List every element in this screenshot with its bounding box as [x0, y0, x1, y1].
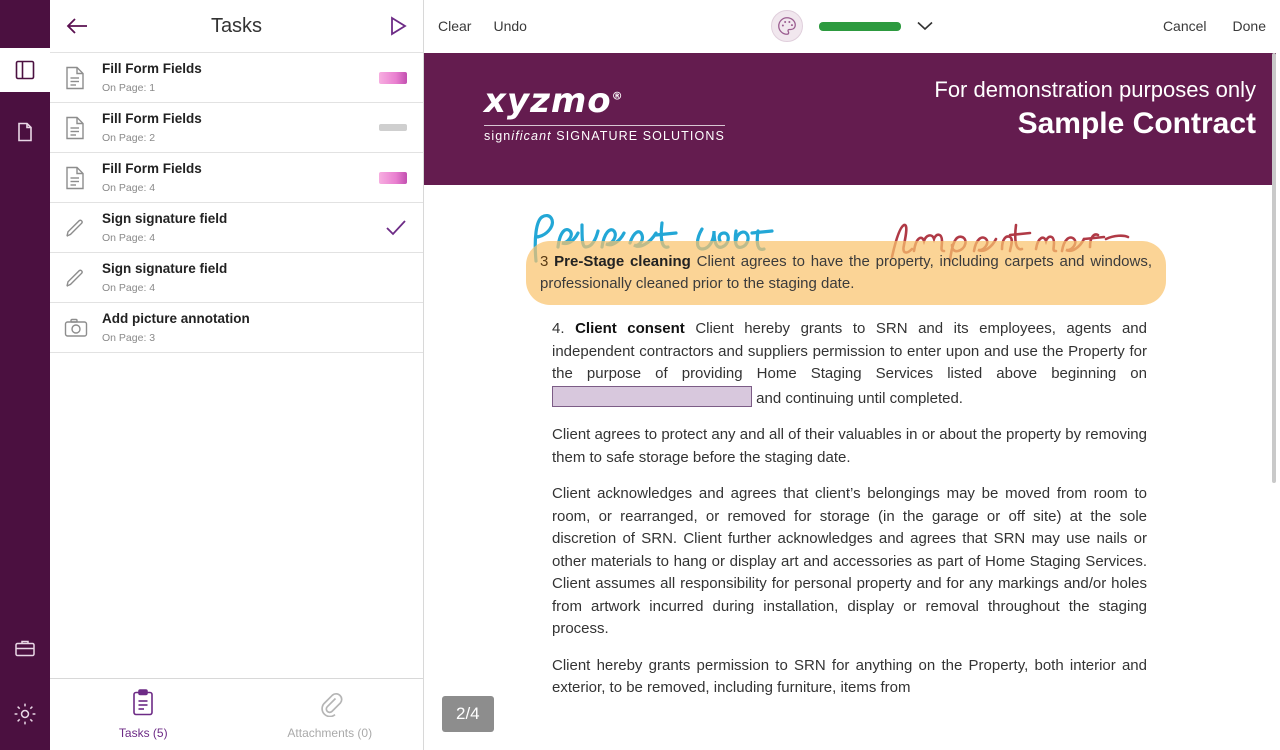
tab-tasks-label: Tasks (5)	[118, 726, 168, 740]
task-name: Sign signature field	[102, 260, 228, 276]
tab-attachments-label: Attachments (0)	[287, 726, 373, 740]
brand-tagline-post: SIGNATURE SOLUTIONS	[551, 129, 725, 143]
paragraph-text-after: and continuing until completed.	[752, 389, 963, 407]
document-page[interactable]	[424, 52, 1276, 750]
list-item[interactable]	[50, 203, 423, 253]
cancel-button[interactable]: Cancel	[1162, 18, 1207, 34]
briefcase-icon[interactable]	[0, 626, 50, 670]
paragraph-removal: Client hereby grants permission to SRN for anything on the Property, both interior and exterior, to be removed, including furniture, items from	[552, 656, 1147, 696]
tasks-panel	[50, 0, 424, 750]
paragraph-number: 4.	[552, 320, 565, 337]
tasks-header	[50, 0, 423, 52]
page-indicator: 2/4	[442, 696, 494, 732]
brand-tagline-pre: sign	[484, 129, 512, 143]
task-page: On Page: 3	[102, 331, 156, 344]
task-name: Fill Form Fields	[102, 110, 202, 126]
task-status-indicator	[373, 72, 407, 84]
color-palette-icon[interactable]	[771, 10, 803, 42]
form-document-icon	[64, 116, 102, 140]
task-status-indicator	[373, 172, 407, 184]
camera-icon	[64, 318, 102, 338]
clause-number: 3	[540, 253, 549, 270]
clear-button[interactable]: Clear	[438, 18, 472, 34]
tab-attachments[interactable]	[237, 679, 424, 750]
list-item[interactable]	[50, 53, 423, 103]
tab-tasks[interactable]	[50, 679, 237, 750]
undo-button[interactable]: Undo	[493, 18, 527, 34]
tasks-footer	[50, 678, 423, 750]
document-area	[424, 0, 1280, 750]
paragraph-4	[552, 318, 1147, 410]
panel-toggle-icon[interactable]	[0, 48, 50, 92]
list-item[interactable]	[50, 303, 423, 353]
list-item[interactable]	[50, 153, 423, 203]
clipboard-icon	[130, 689, 156, 722]
task-page: On Page: 4	[102, 181, 156, 194]
paragraph-text-before: Client hereby grants to SRN and its employees, agents and independent contractors and suppliers permission to enter upon and use the Property for the purpose of providing Home Staging Services listed above beginning on	[552, 320, 1147, 382]
chevron-down-icon[interactable]	[917, 19, 933, 34]
annotation-toolbar	[424, 0, 1280, 52]
task-page: On Page: 4	[102, 231, 156, 244]
document-icon[interactable]	[0, 110, 50, 154]
paragraph-valuables: Client agrees to protect any and all of their valuables in or about the property by removing them to safe storage before the staging date.	[552, 426, 1147, 466]
pen-icon	[64, 267, 102, 289]
brand-name: xyzmo	[484, 81, 612, 121]
document-header-band	[424, 53, 1276, 185]
document-title: Sample Contract	[1017, 107, 1256, 140]
form-field-date[interactable]	[552, 386, 752, 407]
pen-icon	[64, 217, 102, 239]
list-item[interactable]	[50, 253, 423, 303]
play-triangle-icon[interactable]	[379, 16, 407, 36]
form-document-icon	[64, 166, 102, 190]
paperclip-icon	[317, 689, 343, 722]
task-list	[50, 52, 423, 678]
back-button[interactable]	[66, 17, 94, 35]
clause-heading: Pre-Stage cleaning	[554, 253, 691, 270]
highlighted-clause	[526, 241, 1166, 305]
task-name: Fill Form Fields	[102, 60, 202, 76]
demo-note: For demonstration purposes only	[934, 77, 1256, 102]
brand-tagline-em: ificant	[511, 129, 552, 143]
paragraph-heading: Client consent	[575, 320, 685, 337]
clause-text: Client agrees to have the property, including carpets and windows, professionally cleaned prior to the staging date.	[540, 253, 1153, 292]
settings-gear-icon[interactable]	[0, 692, 50, 736]
task-name: Add picture annotation	[102, 310, 250, 326]
paragraph-belongings: Client acknowledges and agrees that client’s belongings may be moved from room to room, or rearranged, or removed for storage (in the garage or off site) at the sole discretion of SRN. Client further acknowledges and agrees that SRN may use nails or other materials to hang or display art and accessories as part of Home Staging Services. Client assumes all responsibility for personal property and for any markings and/or holes from artwork incurred during installation, display or removal throughout the staging process.	[552, 485, 1147, 637]
task-name: Sign signature field	[102, 210, 228, 226]
vertical-scrollbar[interactable]	[1272, 53, 1276, 483]
left-rail	[0, 0, 50, 750]
brand-trademark: ®	[611, 89, 624, 103]
task-page: On Page: 4	[102, 281, 156, 294]
task-page: On Page: 2	[102, 131, 156, 144]
form-document-icon	[64, 66, 102, 90]
task-status-indicator	[373, 219, 407, 237]
task-page: On Page: 1	[102, 81, 156, 94]
task-status-indicator	[373, 124, 407, 131]
done-button[interactable]: Done	[1232, 18, 1266, 34]
task-name: Fill Form Fields	[102, 160, 202, 176]
list-item[interactable]	[50, 103, 423, 153]
brand-logo	[484, 81, 725, 143]
document-body	[552, 318, 1147, 714]
page-title: Tasks	[210, 14, 263, 37]
stroke-color-swatch[interactable]	[819, 22, 901, 31]
